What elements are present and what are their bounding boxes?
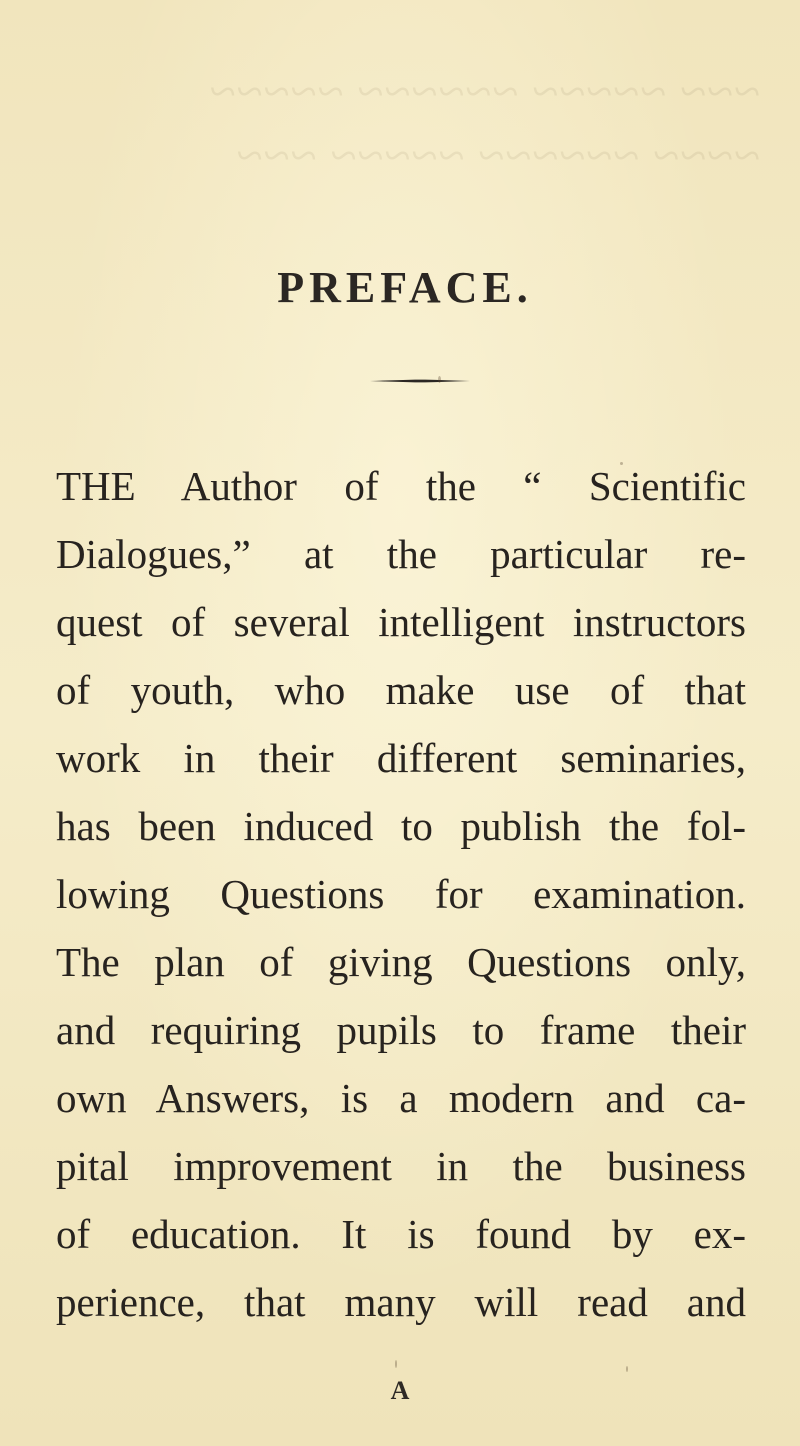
page-heading: PREFACE.	[277, 263, 533, 312]
text-line: lowing Questions for examination.	[56, 871, 746, 917]
signature-mark: A	[390, 1376, 410, 1405]
text-line: own Answers, is a modern and ca-	[56, 1075, 746, 1121]
text-line: of youth, who make use of that	[56, 667, 746, 713]
text-line: The plan of giving Questions only,	[56, 939, 746, 985]
ornamental-rule	[370, 377, 470, 385]
text-line: perience, that many will read and	[56, 1279, 746, 1325]
paper-speck	[438, 376, 441, 383]
preface-paragraph	[56, 452, 746, 1336]
paper-speck	[620, 462, 623, 465]
text-line: has been induced to publish the fol-	[56, 803, 746, 849]
text-line: and requiring pupils to frame their	[56, 1007, 746, 1053]
text-line: THE Author of the “ Scientific	[56, 463, 746, 509]
text-line: work in their different seminaries,	[56, 735, 746, 781]
paper-speck	[395, 1360, 397, 1368]
text-line: pital improvement in the business	[56, 1143, 746, 1189]
show-through-ink: ~~~ ~~~~~ ~~~~~~ ~~~~~ ~~~~ ~~~~~~ ~~~~~ ~~~	[208, 65, 760, 182]
text-line: of education. It is found by ex-	[56, 1211, 746, 1257]
paper-speck	[626, 1366, 628, 1372]
text-line: quest of several intelligent instructors	[56, 599, 746, 645]
text-line: Dialogues,” at the particular re-	[56, 531, 746, 577]
